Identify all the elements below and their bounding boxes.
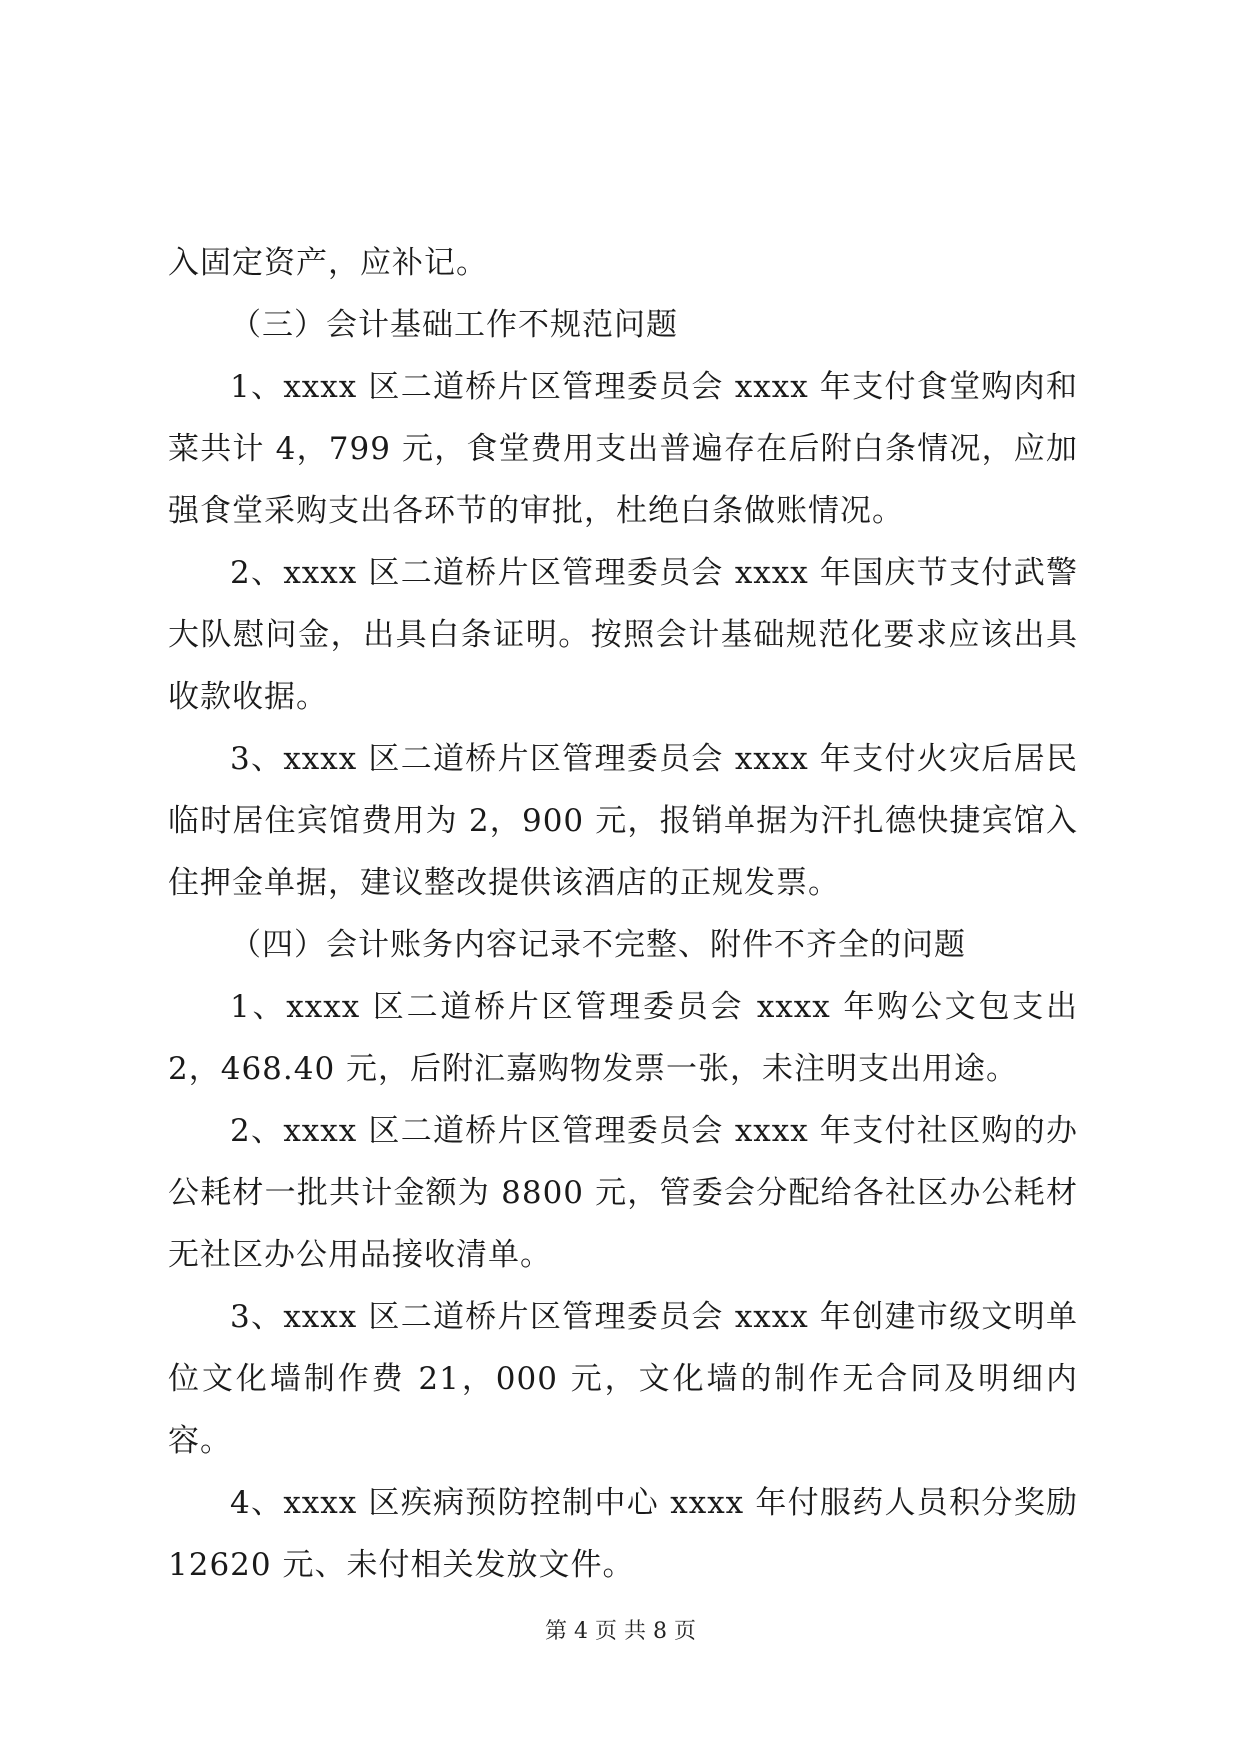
paragraph-4-2: 2、xxxx 区二道桥片区管理委员会 xxxx 年支付社区购的办公耗材一批共计金额为 8800 元，管委会分配给各社区办公耗材无社区办公用品接收清单。 [168, 1113, 1078, 1273]
paragraph-3-1: 1、xxxx 区二道桥片区管理委员会 xxxx 年支付食堂购肉和菜共计 4，799 元，食堂费用支出普遍存在后附白条情况，应加强食堂采购支出各环节的审批，杜绝白条做账情况。 [168, 369, 1078, 529]
body-text [168, 232, 1078, 1596]
section-heading-3: （三）会计基础工作不规范问题 [230, 307, 678, 343]
paragraph-3-3: 3、xxxx 区二道桥片区管理委员会 xxxx 年支付火灾后居民临时居住宾馆费用为 2，900 元，报销单据为汗扎德快捷宾馆入住押金单据，建议整改提供该酒店的正规发票。 [168, 741, 1078, 901]
section-heading-4: （四）会计账务内容记录不完整、附件不齐全的问题 [230, 927, 966, 963]
paragraph-4-1: 1、xxxx 区二道桥片区管理委员会 xxxx 年购公文包支出 2，468.40 元，后附汇嘉购物发票一张，未注明支出用途。 [168, 989, 1078, 1087]
page-footer [0, 1617, 1241, 1647]
paragraph-continuation: 入固定资产，应补记。 [168, 245, 488, 281]
paragraph-4-4: 4、xxxx 区疾病预防控制中心 xxxx 年付服药人员积分奖励12620 元、未付相关发放文件。 [168, 1485, 1078, 1583]
paragraph-4-3: 3、xxxx 区二道桥片区管理委员会 xxxx 年创建市级文明单位文化墙制作费 21，000 元，文化墙的制作无合同及明细内容。 [168, 1299, 1078, 1459]
page-number: 第 4 页 共 8 页 [545, 1619, 696, 1644]
paragraph-3-2: 2、xxxx 区二道桥片区管理委员会 xxxx 年国庆节支付武警大队慰问金，出具白条证明。按照会计基础规范化要求应该出具收款收据。 [168, 555, 1078, 715]
